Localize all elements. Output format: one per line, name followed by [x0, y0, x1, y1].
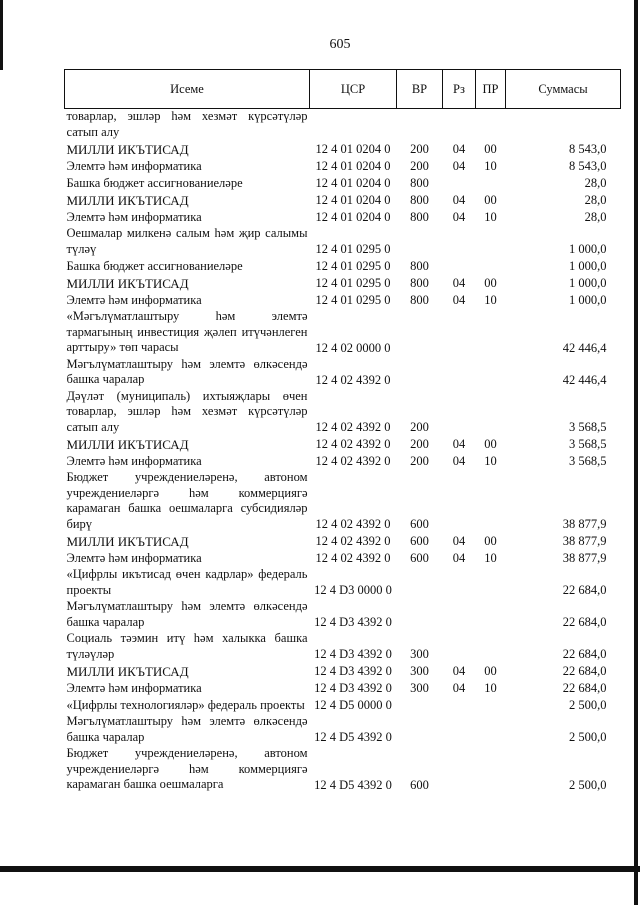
- table-row: [65, 209, 621, 226]
- cell-pr: [476, 714, 506, 746]
- cell-sum: 3 568,5: [569, 420, 607, 434]
- cell-name: МИЛЛИ ИКЪТИСАД: [66, 192, 189, 208]
- cell-name: Элемтә һәм информатика: [66, 550, 202, 565]
- cell-vr: 600: [410, 551, 429, 565]
- cell-rz: 04: [452, 142, 466, 156]
- cell-csr: 12 4 01 0295 0: [315, 242, 391, 256]
- cell-csr: 12 4 02 4392 0: [315, 437, 391, 451]
- cell-rz: 04: [452, 159, 466, 173]
- cell-rz: [443, 226, 476, 258]
- table-row: [65, 714, 621, 746]
- cell-name: МИЛЛИ ИКЪТИСАД: [66, 663, 189, 679]
- cell-sum: 42 446,4: [562, 372, 607, 387]
- cell-csr: 12 4 D3 4392 0: [314, 664, 392, 678]
- cell-sum: 22 684,0: [562, 583, 607, 597]
- table-row: [65, 550, 621, 567]
- table-row: [65, 680, 621, 697]
- cell-sum: 1 000,0: [569, 259, 607, 273]
- cell-pr: [476, 226, 506, 258]
- cell-csr: 12 4 D3 4392 0: [314, 681, 392, 695]
- cell-vr: [397, 309, 443, 357]
- cell-sum: 8 543,0: [569, 159, 607, 173]
- cell-csr: 12 4 02 0000 0: [315, 340, 391, 355]
- cell-rz: [443, 389, 476, 437]
- cell-pr: [476, 357, 506, 389]
- cell-sum: 22 684,0: [562, 681, 607, 695]
- table-row: [65, 192, 621, 209]
- cell-rz: 04: [452, 276, 466, 290]
- table-row: [65, 663, 621, 680]
- cell-pr: [476, 697, 506, 714]
- table-row: [65, 141, 621, 158]
- cell-sum: 2 500,0: [569, 777, 607, 792]
- table-row: [65, 389, 621, 437]
- table-row: [65, 109, 621, 142]
- cell-pr: [476, 567, 506, 599]
- cell-vr: 600: [410, 534, 429, 548]
- cell-pr: 00: [484, 193, 497, 207]
- cell-name: Мәгълүматлаштыру һәм элемтә өлкәсендә башка чаралар: [66, 356, 308, 386]
- cell-name: товарлар, эшләр һәм хезмәт күрсәтүләр сатып алу: [66, 109, 308, 139]
- cell-sum: 28,0: [584, 193, 607, 207]
- table-row: [65, 309, 621, 357]
- header-vr: ВР: [397, 70, 443, 109]
- cell-name: Элемтә һәм информатика: [66, 209, 202, 224]
- cell-vr: [397, 599, 443, 631]
- cell-sum: 22 684,0: [562, 615, 607, 629]
- cell-vr: 800: [410, 193, 429, 207]
- cell-rz: 04: [452, 551, 466, 565]
- table-row: [65, 567, 621, 599]
- cell-name: Элемтә һәм информатика: [66, 453, 202, 468]
- cell-sum: [506, 109, 621, 142]
- table-row: [65, 453, 621, 470]
- cell-pr: 10: [484, 454, 497, 468]
- cell-vr: 200: [410, 437, 429, 451]
- cell-rz: 04: [452, 210, 466, 224]
- cell-pr: 10: [484, 551, 497, 565]
- cell-csr: 12 4 01 0204 0: [315, 142, 391, 156]
- cell-vr: [397, 109, 443, 142]
- cell-rz: [443, 470, 476, 533]
- cell-sum: 28,0: [584, 210, 607, 224]
- cell-name: «Цифрлы технологияләр» федераль проекты: [66, 697, 305, 712]
- cell-rz: [443, 631, 476, 663]
- cell-name: МИЛЛИ ИКЪТИСАД: [66, 436, 189, 452]
- cell-csr: 12 4 01 0295 0: [315, 293, 391, 307]
- cell-name: Башка бюджет ассигнованиеләре: [66, 258, 243, 273]
- cell-name: МИЛЛИ ИКЪТИСАД: [66, 533, 189, 549]
- cell-rz: [443, 258, 476, 275]
- cell-pr: [476, 258, 506, 275]
- cell-sum: 42 446,4: [562, 340, 607, 355]
- cell-rz: [443, 309, 476, 357]
- cell-rz: [443, 599, 476, 631]
- cell-csr: 12 4 01 0204 0: [315, 159, 391, 173]
- table-row: [65, 533, 621, 550]
- table-row: [65, 175, 621, 192]
- cell-name: Бюджет учреждениеләренә, автоном учреждениеләргә һәм коммерциягә карамаган башка оешмаларга субсидияләр бирү: [66, 470, 308, 531]
- cell-sum: 38 877,9: [562, 551, 607, 565]
- cell-vr: 300: [410, 647, 429, 661]
- cell-csr: 12 4 D5 4392 0: [314, 730, 392, 744]
- table-header: [65, 70, 621, 109]
- cell-pr: 10: [484, 293, 497, 307]
- cell-csr: 12 4 01 0204 0: [315, 176, 391, 190]
- cell-sum: 2 500,0: [569, 730, 607, 744]
- cell-rz: [443, 746, 476, 794]
- cell-pr: 00: [484, 664, 497, 678]
- cell-csr: 12 4 01 0204 0: [315, 193, 391, 207]
- cell-vr: 800: [410, 210, 429, 224]
- header-name: Исеме: [65, 70, 310, 109]
- cell-name: Бюджет учреждениеләренә, автоном учреждениеләргә һәм коммерциягә карамаган башка оешмаларга: [66, 746, 308, 791]
- cell-name: Мәгълүматлаштыру һәм элемтә өлкәсендә башка чаралар: [66, 714, 308, 744]
- cell-name: Мәгълүматлаштыру һәм элемтә өлкәсендә башка чаралар: [66, 599, 308, 629]
- table-row: [65, 697, 621, 714]
- cell-rz: [443, 175, 476, 192]
- cell-pr: [476, 389, 506, 437]
- cell-pr: 10: [484, 681, 497, 695]
- cell-sum: 38 877,9: [562, 517, 607, 531]
- cell-vr: 800: [410, 293, 429, 307]
- cell-vr: 200: [410, 142, 429, 156]
- cell-sum: 1 000,0: [569, 293, 607, 307]
- cell-csr: 12 4 02 4392 0: [315, 420, 391, 434]
- cell-vr: 200: [410, 420, 429, 434]
- cell-vr: [397, 567, 443, 599]
- cell-csr: 12 4 D5 4392 0: [314, 777, 392, 792]
- scan-edge-left: [0, 0, 3, 70]
- cell-pr: 10: [484, 210, 497, 224]
- cell-csr: 12 4 02 4392 0: [315, 551, 391, 565]
- cell-sum: 1 000,0: [569, 242, 607, 256]
- cell-csr: [310, 109, 397, 142]
- budget-table: [64, 69, 621, 794]
- cell-pr: [476, 599, 506, 631]
- cell-vr: [397, 697, 443, 714]
- cell-name: Элемтә һәм информатика: [66, 292, 202, 307]
- cell-sum: 3 568,5: [569, 437, 607, 451]
- cell-name: Башка бюджет ассигнованиеләре: [66, 175, 243, 190]
- cell-pr: [476, 746, 506, 794]
- cell-sum: 38 877,9: [562, 534, 607, 548]
- cell-vr: [397, 357, 443, 389]
- cell-name: Элемтә һәм информатика: [66, 680, 202, 695]
- cell-rz: 04: [452, 193, 466, 207]
- cell-csr: 12 4 D3 4392 0: [314, 615, 392, 629]
- header-sum: Суммасы: [506, 70, 621, 109]
- cell-rz: 04: [452, 534, 466, 548]
- table-row: [65, 357, 621, 389]
- cell-pr: 00: [484, 437, 497, 451]
- cell-vr: 800: [410, 276, 429, 290]
- header-rz: Рз: [443, 70, 476, 109]
- cell-csr: 12 4 01 0295 0: [315, 276, 391, 290]
- cell-name: Оешмалар милкенә салым һәм җир салымы түләү: [66, 226, 308, 256]
- cell-pr: 10: [484, 159, 497, 173]
- cell-vr: 200: [410, 454, 429, 468]
- cell-vr: [397, 226, 443, 258]
- cell-rz: 04: [452, 664, 466, 678]
- cell-csr: 12 4 02 4392 0: [315, 372, 391, 387]
- cell-name: «Мәгълүматлаштыру һәм элемтә тармагының инвестиция җәлеп итүчәнлеген арттыру» төп чарасы: [66, 309, 308, 354]
- cell-name: «Цифрлы икътисад өчен кадрлар» федераль проекты: [66, 567, 308, 597]
- table-row: [65, 599, 621, 631]
- cell-vr: 300: [410, 664, 429, 678]
- cell-sum: 22 684,0: [562, 647, 607, 661]
- cell-csr: 12 4 02 4392 0: [315, 454, 391, 468]
- table-row: [65, 158, 621, 175]
- cell-csr: 12 4 D3 0000 0: [314, 583, 392, 597]
- cell-csr: 12 4 D5 0000 0: [314, 698, 392, 712]
- cell-pr: 00: [484, 534, 497, 548]
- cell-rz: [443, 714, 476, 746]
- cell-pr: [476, 470, 506, 533]
- cell-vr: 600: [410, 777, 429, 792]
- cell-vr: 800: [410, 259, 429, 273]
- cell-vr: 600: [410, 517, 429, 531]
- scan-edge-bottom: [0, 866, 640, 872]
- cell-sum: 3 568,5: [569, 454, 607, 468]
- cell-rz: [443, 567, 476, 599]
- cell-rz: [443, 697, 476, 714]
- header-row: [65, 70, 621, 109]
- cell-sum: 28,0: [584, 176, 607, 190]
- table-row: [65, 292, 621, 309]
- cell-rz: 04: [452, 454, 466, 468]
- cell-rz: [443, 357, 476, 389]
- page-number: 605: [329, 37, 351, 52]
- scan-edge-right: [634, 0, 638, 905]
- table-row: [65, 275, 621, 292]
- cell-sum: 2 500,0: [569, 698, 607, 712]
- cell-name: МИЛЛИ ИКЪТИСАД: [66, 141, 189, 157]
- table-row: [65, 631, 621, 663]
- header-pr: ПР: [476, 70, 506, 109]
- cell-name: Дәүләт (муниципаль) ихтыяҗлары өчен товарлар, эшләр һәм хезмәт күрсәтүләр сатып алу: [66, 388, 308, 434]
- table-row: [65, 470, 621, 533]
- cell-rz: 04: [452, 293, 466, 307]
- cell-rz: 04: [452, 681, 466, 695]
- table-row: [65, 436, 621, 453]
- cell-name: Элемтә һәм информатика: [66, 158, 202, 173]
- table-row: [65, 746, 621, 794]
- cell-pr: [476, 631, 506, 663]
- cell-csr: 12 4 D3 4392 0: [314, 647, 392, 661]
- cell-pr: [476, 175, 506, 192]
- cell-vr: 800: [410, 176, 429, 190]
- cell-csr: 12 4 01 0295 0: [315, 259, 391, 273]
- header-csr: ЦСР: [310, 70, 397, 109]
- cell-pr: [476, 309, 506, 357]
- cell-rz: 04: [452, 437, 466, 451]
- cell-sum: 22 684,0: [562, 664, 607, 678]
- cell-rz: [443, 109, 476, 142]
- cell-pr: 00: [484, 276, 497, 290]
- cell-vr: 300: [410, 681, 429, 695]
- cell-csr: 12 4 02 4392 0: [315, 517, 391, 531]
- cell-vr: 200: [410, 159, 429, 173]
- cell-name: Социаль тәэмин итү һәм халыкка башка түләүләр: [66, 631, 308, 661]
- cell-sum: 1 000,0: [569, 276, 607, 290]
- cell-pr: [476, 109, 506, 142]
- cell-name: МИЛЛИ ИКЪТИСАД: [66, 275, 189, 291]
- cell-csr: 12 4 01 0204 0: [315, 210, 391, 224]
- table-body: [65, 109, 621, 794]
- cell-sum: 8 543,0: [569, 142, 607, 156]
- cell-csr: 12 4 02 4392 0: [315, 534, 391, 548]
- cell-pr: 00: [484, 142, 497, 156]
- table-row: [65, 226, 621, 258]
- table-row: [65, 258, 621, 275]
- cell-vr: [397, 714, 443, 746]
